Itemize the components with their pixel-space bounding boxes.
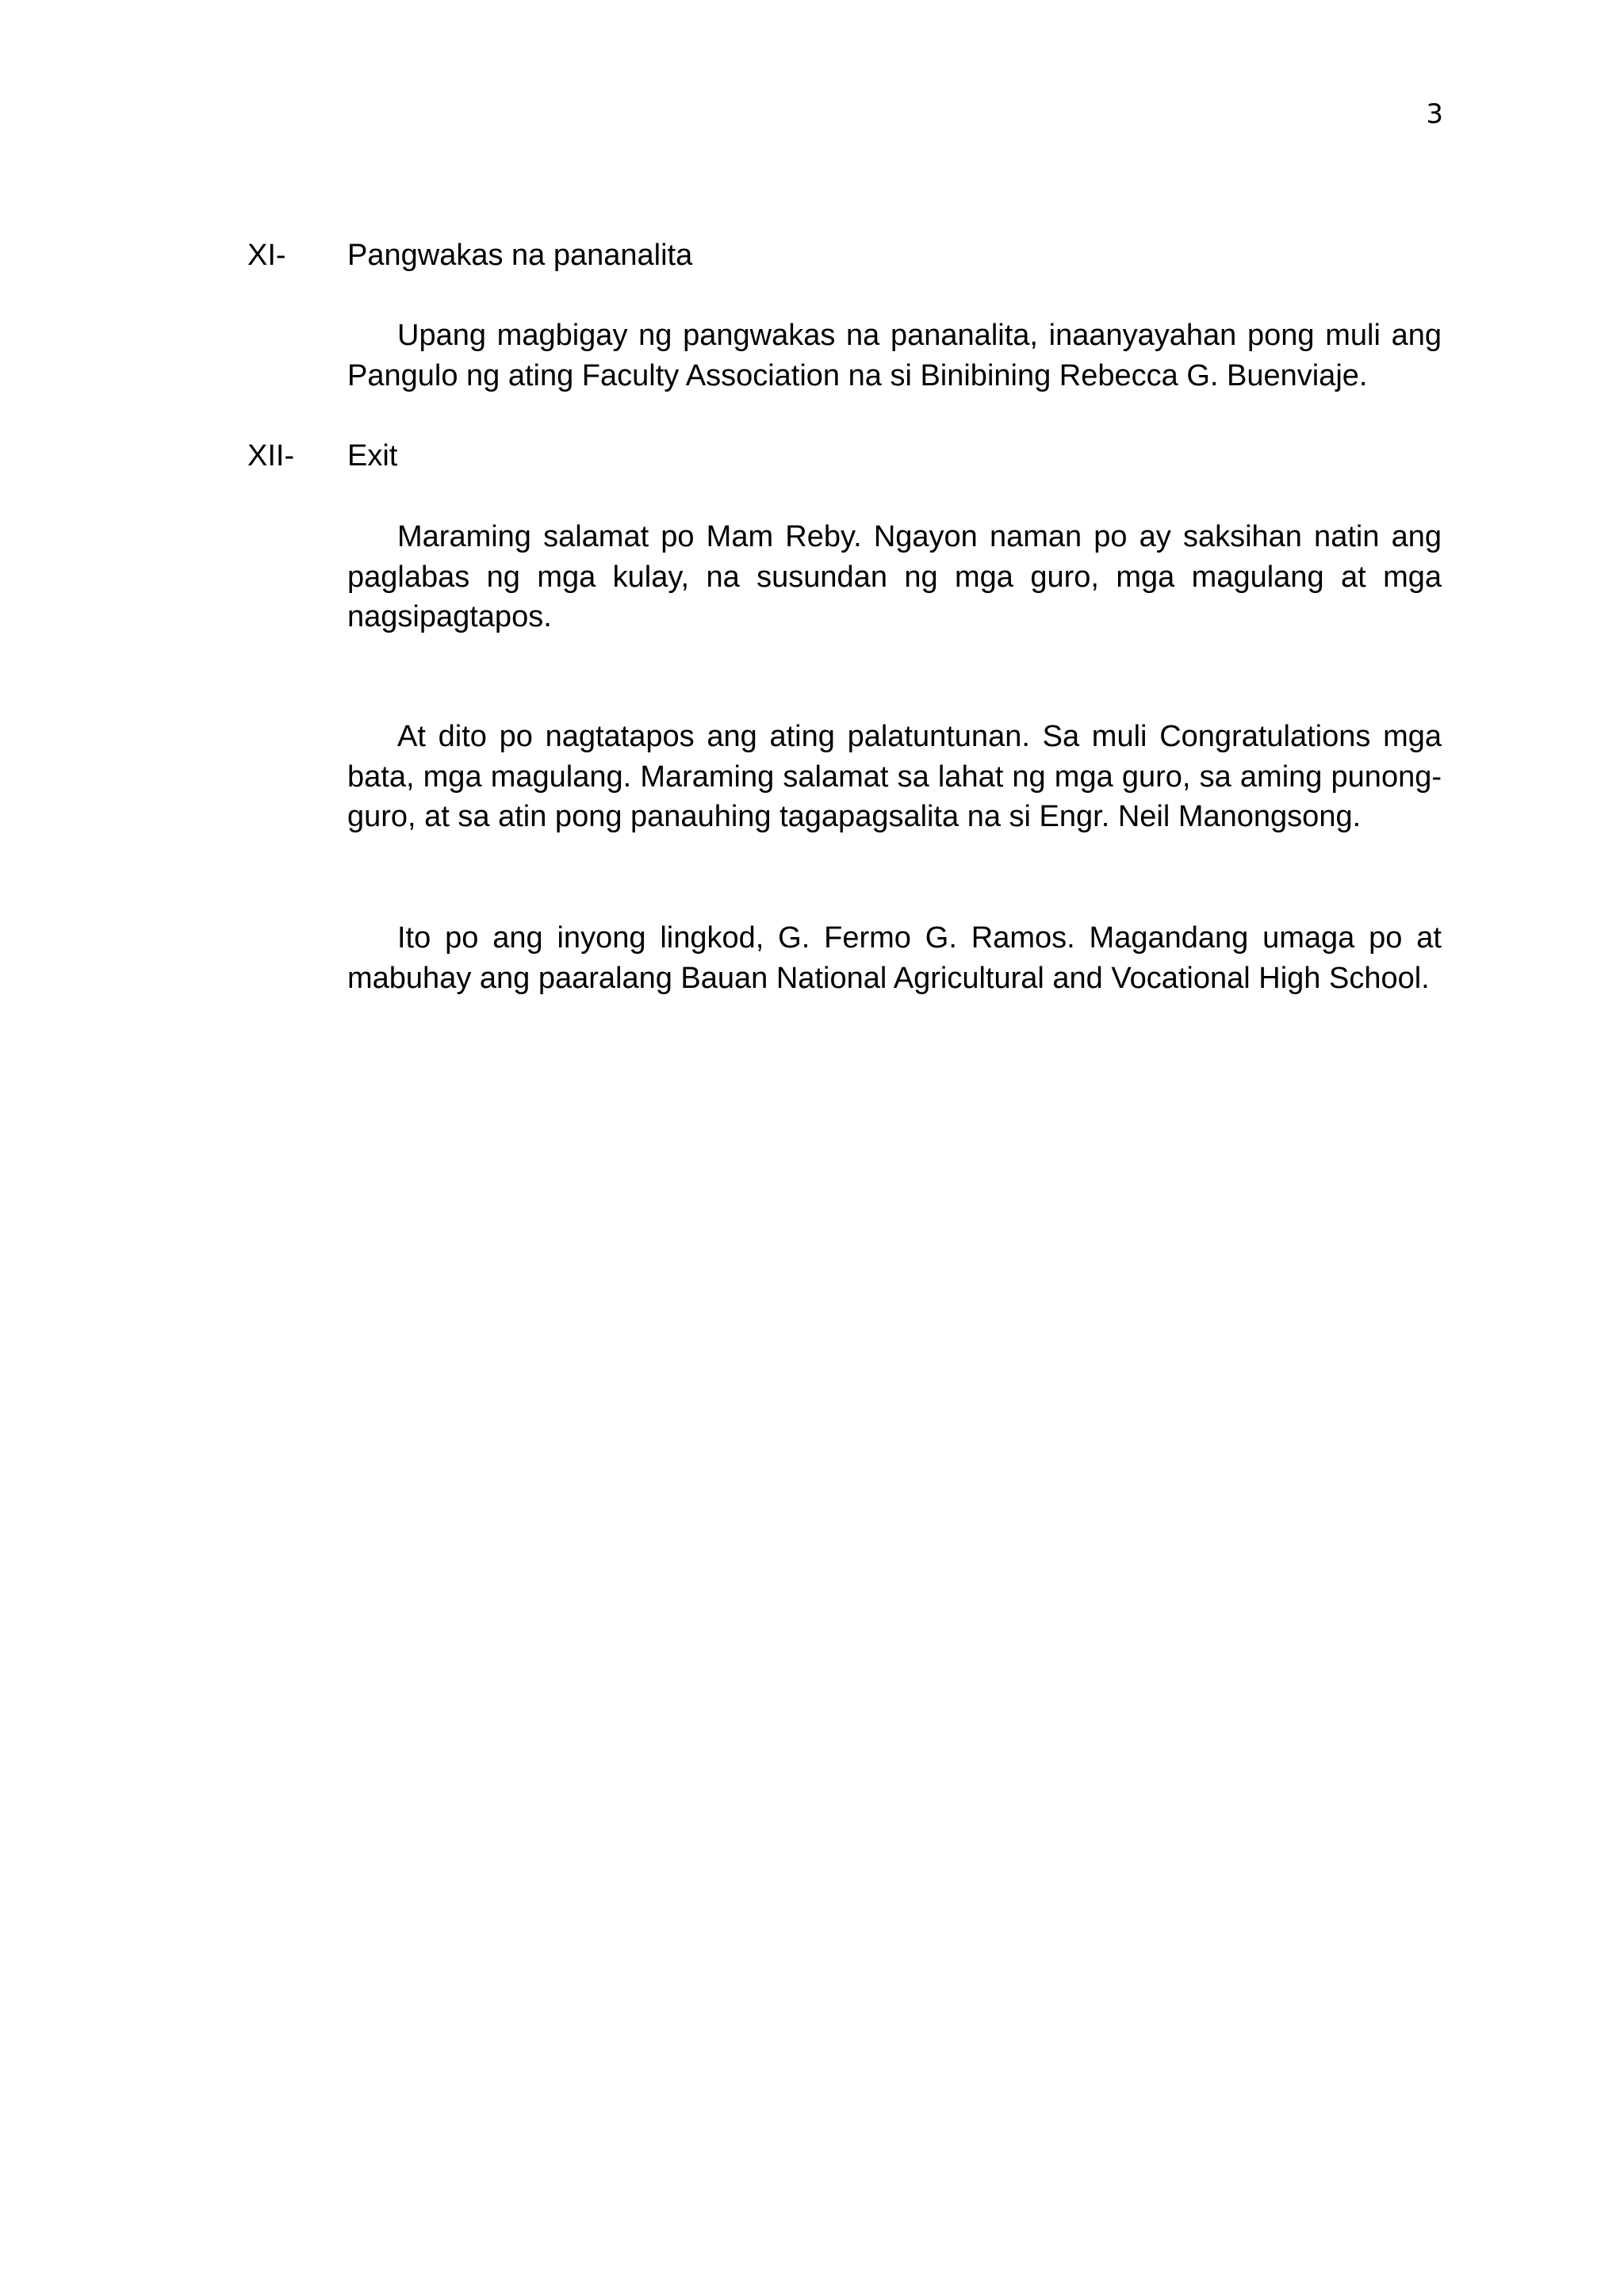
section-number-xi: XI- <box>247 239 286 272</box>
paragraph-exit: Maraming salamat po Mam Reby. Ngayon naman po ay saksihan natin ang paglabas ng mga kulay, na susundan ng mga guro, mga magulang at mga nagsipagtapos. <box>347 520 1442 633</box>
paragraph-program-end: At dito po nagtatapos ang ating palatuntunan. Sa muli Congratulations mga bata, mga magulang. Maraming salamat sa lahat ng mga guro, sa aming punong-guro, at sa atin pong panauhing tagapagsalita na si Engr. Neil Manongsong. <box>347 720 1442 833</box>
paragraph-closing-remarks: Upang magbigay ng pangwakas na pananalita, inaanyayahan pong muli ang Pangulo ng ating Faculty Association na si Binibining Rebecca G. Buenviaje. <box>347 319 1442 392</box>
paragraph-sign-off: Ito po ang inyong lingkod, G. Fermo G. Ramos. Magandang umaga po at mabuhay ang paaralang Bauan National Agricultural and Vocational High School. <box>347 921 1442 995</box>
section-heading-xi: Pangwakas na pananalita <box>347 239 693 272</box>
section-number-xii: XII- <box>247 439 295 473</box>
page-number: 3 <box>1426 98 1443 130</box>
section-heading-xii: Exit <box>347 439 398 473</box>
